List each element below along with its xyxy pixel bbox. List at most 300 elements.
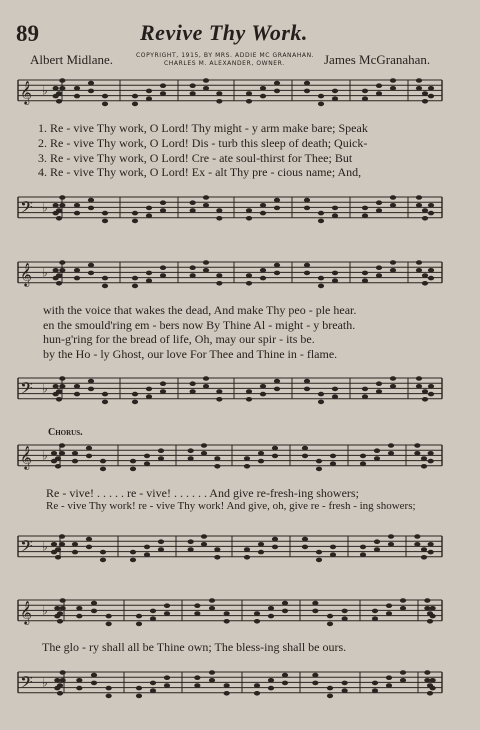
treble-clef-icon: 𝄞 [20, 261, 32, 286]
notehead [136, 686, 142, 691]
notehead [102, 392, 108, 397]
notehead [160, 389, 166, 394]
bass-clef-icon: 𝄢 [20, 196, 33, 221]
verse-3-line-1: 3. Re - vive Thy work, O Lord! Cre - ate soul-thirst for Thee; But [38, 151, 353, 165]
notehead [246, 91, 252, 96]
notehead [318, 276, 324, 281]
notehead [316, 467, 322, 472]
notehead [59, 451, 65, 456]
notehead [282, 673, 288, 678]
notehead [360, 454, 366, 459]
notehead [272, 446, 278, 451]
notehead [258, 459, 264, 464]
notehead [203, 376, 209, 381]
notehead [422, 273, 428, 278]
notehead [51, 550, 57, 555]
notehead [421, 464, 427, 469]
notehead [216, 397, 222, 402]
notehead [194, 603, 200, 608]
notehead [146, 206, 152, 211]
notehead [86, 454, 92, 459]
notehead [327, 622, 333, 627]
notehead [422, 99, 428, 104]
verse-2-line-2: en the smould'ring em - bers now By Thine Al - might - y breath. [43, 318, 356, 332]
notehead [59, 260, 65, 265]
notehead [422, 91, 428, 96]
flat-icon: ♭ [42, 603, 48, 618]
notehead [416, 260, 422, 265]
notehead [304, 263, 310, 268]
notehead [55, 555, 61, 560]
notehead [100, 459, 106, 464]
notehead [201, 451, 207, 456]
notehead [362, 394, 368, 399]
notehead [100, 550, 106, 555]
notehead [146, 271, 152, 276]
notehead [430, 686, 436, 691]
notehead [428, 542, 434, 547]
notehead [316, 550, 322, 555]
notehead [332, 278, 338, 283]
notehead [214, 456, 220, 461]
flat-icon: ♭ [42, 675, 48, 690]
notehead [106, 622, 112, 627]
notehead [132, 94, 138, 99]
notehead [72, 451, 78, 456]
notehead [86, 446, 92, 451]
notehead [260, 203, 266, 208]
notehead [102, 219, 108, 224]
notehead [59, 195, 65, 200]
verse-4-line-2: by the Ho - ly Ghost, our love For Thee and Thine in - flame. [43, 347, 338, 361]
notehead [362, 206, 368, 211]
notehead [59, 78, 65, 83]
notehead [76, 686, 82, 691]
notehead [374, 539, 380, 544]
notehead [424, 606, 430, 611]
chorus-line-1: Re - vive! . . . . . re - vive! . . . . . . And give re-fresh-ing showers; [46, 486, 359, 500]
notehead [318, 102, 324, 107]
notehead [100, 467, 106, 472]
notehead [224, 611, 230, 616]
notehead [430, 614, 436, 619]
notehead [318, 94, 324, 99]
notehead [260, 276, 266, 281]
notehead [254, 683, 260, 688]
notehead [274, 206, 280, 211]
notehead [54, 614, 60, 619]
notehead [316, 459, 322, 464]
notehead [427, 619, 433, 624]
notehead [376, 208, 382, 213]
notehead [416, 86, 422, 91]
chorus-line-2: Re - vive Thy work! re - vive Thy work! And give, oh, give re - fresh - ing showers; [46, 500, 416, 512]
notehead [88, 379, 94, 384]
notehead [102, 276, 108, 281]
notehead [59, 376, 65, 381]
notehead [72, 550, 78, 555]
copyright-line-1: COPYRIGHT, 1915, BY MRS. ADDIE MC GRANAHAN. [136, 52, 315, 59]
notehead [53, 86, 59, 91]
notehead [102, 284, 108, 289]
notehead [216, 216, 222, 221]
notehead [414, 534, 420, 539]
notehead [416, 268, 422, 273]
notehead [304, 387, 310, 392]
notehead [304, 81, 310, 86]
notehead [416, 384, 422, 389]
notehead [390, 195, 396, 200]
notehead [54, 686, 60, 691]
notehead [144, 454, 150, 459]
notehead [53, 203, 59, 208]
notehead [390, 203, 396, 208]
notehead [312, 673, 318, 678]
notehead [246, 99, 252, 104]
notehead [390, 384, 396, 389]
notehead [428, 392, 434, 397]
verse-3-line-2: hun-g'ring for the bread of life, Oh, may our spir - its be. [43, 332, 315, 346]
notehead [88, 81, 94, 86]
notehead [258, 542, 264, 547]
notehead [416, 203, 422, 208]
notehead [282, 681, 288, 686]
notehead [190, 83, 196, 88]
notehead [304, 89, 310, 94]
notehead [56, 99, 62, 104]
notehead [424, 598, 430, 603]
notehead [318, 400, 324, 405]
notehead [332, 89, 338, 94]
notehead [372, 609, 378, 614]
notehead [91, 681, 97, 686]
notehead [390, 78, 396, 83]
notehead [132, 102, 138, 107]
treble-clef-icon: 𝄞 [20, 444, 32, 469]
notehead [318, 219, 324, 224]
notehead [422, 208, 428, 213]
notehead [304, 206, 310, 211]
notehead [76, 614, 82, 619]
notehead [312, 601, 318, 606]
notehead [86, 545, 92, 550]
notehead [386, 611, 392, 616]
bass-clef-icon: 𝄢 [20, 535, 33, 560]
notehead [190, 273, 196, 278]
notehead [246, 216, 252, 221]
notehead [160, 208, 166, 213]
notehead [190, 389, 196, 394]
verse-4-line-1: 4. Re - vive Thy work, O Lord! Ex - alt Thy pre - cious name; And, [38, 165, 362, 179]
notehead [330, 545, 336, 550]
notehead [146, 387, 152, 392]
notehead [246, 208, 252, 213]
notehead [327, 614, 333, 619]
notehead [244, 456, 250, 461]
notehead [214, 464, 220, 469]
notehead [56, 397, 62, 402]
notehead [164, 603, 170, 608]
notehead [88, 89, 94, 94]
notehead [146, 278, 152, 283]
notehead [132, 276, 138, 281]
notehead [150, 688, 156, 693]
notehead [60, 678, 66, 683]
notehead [224, 691, 230, 696]
notehead [51, 542, 57, 547]
notehead [190, 91, 196, 96]
notehead [88, 206, 94, 211]
notehead [86, 537, 92, 542]
notehead [400, 606, 406, 611]
notehead [190, 265, 196, 270]
notehead [59, 542, 65, 547]
notehead [422, 389, 428, 394]
notehead [88, 271, 94, 276]
notehead [74, 86, 80, 91]
notehead [214, 547, 220, 552]
notehead [274, 263, 280, 268]
notehead [53, 276, 59, 281]
chorus-line-3: The glo - ry shall all be Thine own; The bless-ing shall be ours. [42, 640, 347, 654]
notehead [304, 379, 310, 384]
notehead [59, 86, 65, 91]
notehead [386, 683, 392, 688]
notehead [203, 203, 209, 208]
notehead [91, 609, 97, 614]
notehead [244, 547, 250, 552]
notehead [390, 268, 396, 273]
notehead [254, 611, 260, 616]
notehead [318, 392, 324, 397]
notehead [376, 273, 382, 278]
notehead [146, 96, 152, 101]
notehead [416, 195, 422, 200]
notehead [60, 606, 66, 611]
notehead [372, 688, 378, 693]
flat-icon: ♭ [42, 83, 48, 98]
notehead [274, 81, 280, 86]
notehead [102, 94, 108, 99]
notehead [274, 387, 280, 392]
notehead [428, 276, 434, 281]
notehead [422, 281, 428, 286]
notehead [362, 278, 368, 283]
notehead [386, 603, 392, 608]
notehead [74, 384, 80, 389]
notehead [246, 273, 252, 278]
notehead [342, 616, 348, 621]
notehead [274, 198, 280, 203]
notehead [374, 547, 380, 552]
notehead [106, 694, 112, 699]
notehead [376, 83, 382, 88]
notehead [244, 555, 250, 560]
notehead [132, 400, 138, 405]
notehead [53, 384, 59, 389]
notehead [332, 271, 338, 276]
notehead [421, 547, 427, 552]
notehead [150, 609, 156, 614]
notehead [88, 263, 94, 268]
notehead [201, 534, 207, 539]
notehead [72, 459, 78, 464]
notehead [272, 537, 278, 542]
verse-2-line-1: 2. Re - vive Thy work, O Lord! Dis - turb this sleep of death; Quick- [38, 136, 368, 150]
notehead [188, 448, 194, 453]
notehead [164, 611, 170, 616]
treble-clef-icon: 𝄞 [20, 599, 32, 624]
notehead [136, 694, 142, 699]
notehead [74, 203, 80, 208]
notehead [342, 681, 348, 686]
notehead [160, 91, 166, 96]
notehead [421, 456, 427, 461]
notehead [258, 550, 264, 555]
notehead [201, 542, 207, 547]
notehead [302, 454, 308, 459]
notehead [376, 389, 382, 394]
notehead [59, 203, 65, 208]
notehead [260, 268, 266, 273]
notehead [422, 397, 428, 402]
verse-1-line-1: 1. Re - vive Thy work, O Lord! Thy might - y arm make bare; Speak [38, 121, 368, 135]
notehead [390, 86, 396, 91]
notehead [55, 464, 61, 469]
notehead [76, 606, 82, 611]
notehead [302, 446, 308, 451]
flat-icon: ♭ [42, 448, 48, 463]
notehead [130, 550, 136, 555]
hymn-number: 89 [16, 21, 39, 46]
notehead [260, 211, 266, 216]
notehead [360, 461, 366, 466]
notehead [106, 614, 112, 619]
notehead [332, 96, 338, 101]
notehead [132, 392, 138, 397]
notehead [144, 552, 150, 557]
notehead [88, 198, 94, 203]
notehead [53, 392, 59, 397]
notehead [146, 394, 152, 399]
notehead [102, 102, 108, 107]
notehead [216, 91, 222, 96]
notehead [102, 211, 108, 216]
notehead [190, 208, 196, 213]
notehead [74, 211, 80, 216]
notehead [362, 271, 368, 276]
verse-1-line-2: with the voice that wakes the dead, And make Thy peo - ple hear. [43, 303, 357, 317]
notehead [214, 555, 220, 560]
notehead [260, 94, 266, 99]
notehead [203, 260, 209, 265]
notehead [268, 606, 274, 611]
notehead [194, 675, 200, 680]
notehead [144, 545, 150, 550]
notehead [209, 678, 215, 683]
notehead [260, 384, 266, 389]
notehead [146, 213, 152, 218]
notehead [274, 379, 280, 384]
notehead [188, 456, 194, 461]
notehead [194, 611, 200, 616]
notehead [362, 387, 368, 392]
notehead [400, 598, 406, 603]
notehead [100, 558, 106, 563]
notehead [318, 211, 324, 216]
notehead [88, 387, 94, 392]
notehead [316, 558, 322, 563]
notehead [74, 94, 80, 99]
notehead [132, 211, 138, 216]
notehead [224, 683, 230, 688]
notehead [388, 542, 394, 547]
notehead [54, 606, 60, 611]
notehead [160, 273, 166, 278]
notehead [132, 284, 138, 289]
bass-clef-icon: 𝄢 [20, 671, 33, 696]
notehead [203, 86, 209, 91]
notehead [160, 200, 166, 205]
notehead [362, 213, 368, 218]
notehead [258, 451, 264, 456]
notehead [327, 686, 333, 691]
notehead [74, 392, 80, 397]
notehead [360, 545, 366, 550]
notehead [190, 381, 196, 386]
notehead [216, 389, 222, 394]
notehead [91, 673, 97, 678]
notehead [376, 91, 382, 96]
notehead [130, 467, 136, 472]
notehead [54, 678, 60, 683]
notehead [260, 86, 266, 91]
notehead [330, 454, 336, 459]
poet-credit: Albert Midlane. [30, 52, 114, 67]
notehead [136, 622, 142, 627]
notehead [209, 598, 215, 603]
notehead [188, 547, 194, 552]
notehead [216, 281, 222, 286]
notehead [376, 381, 382, 386]
notehead [312, 681, 318, 686]
flat-icon: ♭ [42, 200, 48, 215]
notehead [59, 443, 65, 448]
notehead [160, 381, 166, 386]
notehead [164, 675, 170, 680]
notehead [160, 83, 166, 88]
notehead [53, 268, 59, 273]
notehead [51, 451, 57, 456]
notehead [416, 78, 422, 83]
notehead [158, 456, 164, 461]
notehead [272, 545, 278, 550]
notehead [342, 688, 348, 693]
treble-clef-icon: 𝄞 [20, 79, 32, 104]
notehead [376, 200, 382, 205]
notehead [60, 598, 66, 603]
notehead [374, 456, 380, 461]
notehead [414, 542, 420, 547]
notehead [60, 670, 66, 675]
notehead [224, 619, 230, 624]
notehead [74, 268, 80, 273]
notehead [158, 539, 164, 544]
notehead [268, 678, 274, 683]
notehead [76, 678, 82, 683]
notehead [342, 609, 348, 614]
notehead [304, 198, 310, 203]
